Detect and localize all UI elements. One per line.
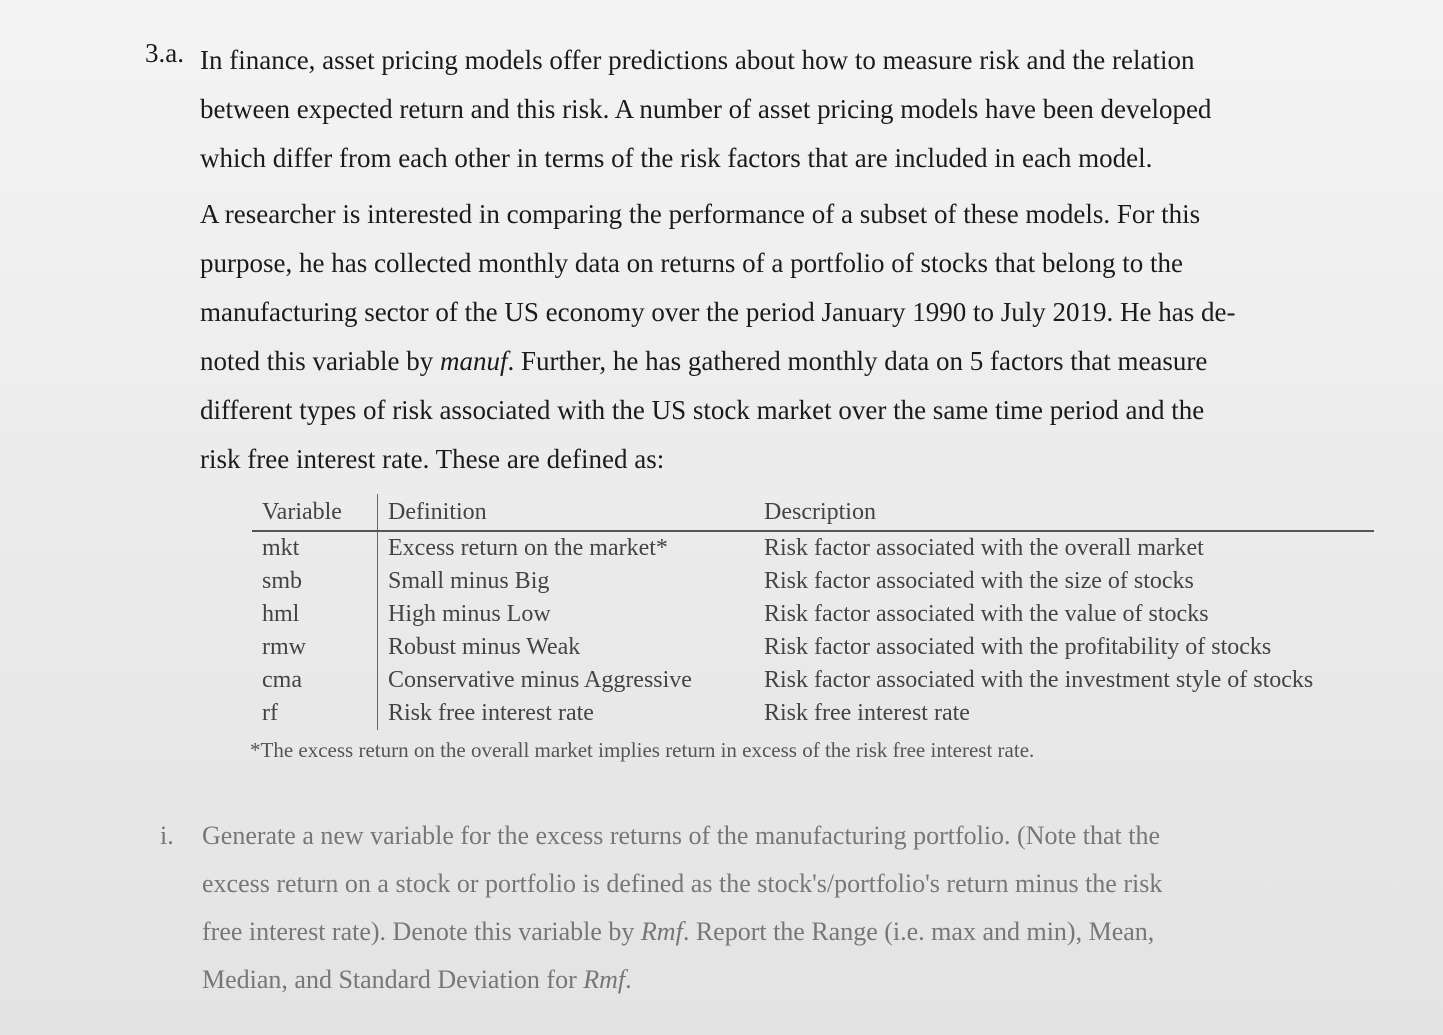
cell-definition: Risk free interest rate xyxy=(388,700,594,726)
cell-definition: Robust minus Weak xyxy=(388,634,581,660)
variable-manuf: manuf xyxy=(439,346,508,376)
variable-rmf: Rmf xyxy=(583,965,626,994)
paragraph-line xyxy=(202,956,1317,1004)
cell-variable: cma xyxy=(252,664,378,697)
table-row xyxy=(252,598,1374,631)
table-row xyxy=(252,697,1374,730)
table-row xyxy=(252,565,1374,598)
paragraph-line: different types of risk associated with the US stock market over the same time period and the xyxy=(200,395,1205,425)
subquestion-label: i. xyxy=(160,821,174,850)
researcher-paragraph xyxy=(200,190,1325,484)
variable-definitions-table xyxy=(252,494,1374,730)
table-row xyxy=(252,664,1374,697)
cell-description: Risk factor associated with the profitability of stocks xyxy=(764,634,1272,660)
subquestion-text xyxy=(202,812,1317,1004)
variable-rmf: Rmf xyxy=(640,917,683,946)
paragraph-line xyxy=(202,908,1317,956)
text-fragment: Median, and Standard Deviation for xyxy=(202,965,584,994)
text-fragment: . Report the Range (i.e. max and min), Mean, xyxy=(682,917,1155,946)
header-definition: Definition xyxy=(378,494,755,531)
table-footnote: *The excess return on the overall market implies return in excess of the risk free interest rate. xyxy=(250,738,1035,762)
paragraph-line: which differ from each other in terms of the risk factors that are included in each model. xyxy=(200,143,1153,173)
paragraph-line: A researcher is interested in comparing the performance of a subset of these models. For this xyxy=(200,199,1201,229)
cell-description: Risk free interest rate xyxy=(764,700,970,726)
text-fragment: . Further, he has gathered monthly data on 5 factors that measure xyxy=(507,346,1208,376)
text-fragment: free interest rate). Denote this variable by xyxy=(202,917,641,946)
paragraph-line: risk free interest rate. These are defined as: xyxy=(200,444,665,474)
cell-variable: rmw xyxy=(252,631,378,664)
intro-paragraph xyxy=(200,36,1325,183)
cell-variable: smb xyxy=(252,565,378,598)
paragraph-line: between expected return and this risk. A number of asset pricing models have been developed xyxy=(200,94,1212,124)
header-variable: Variable xyxy=(252,494,378,531)
cell-variable: rf xyxy=(252,697,378,730)
text-fragment: . xyxy=(625,965,632,994)
paragraph-line: purpose, he has collected monthly data on returns of a portfolio of stocks that belong to the xyxy=(200,248,1184,278)
cell-description: Risk factor associated with the size of stocks xyxy=(764,568,1194,594)
paragraph-line: excess return on a stock or portfolio is defined as the stock's/portfolio's return minus the risk xyxy=(202,869,1163,898)
cell-variable: hml xyxy=(252,598,378,631)
cell-definition: Conservative minus Aggressive xyxy=(388,667,692,693)
table-row xyxy=(252,631,1374,664)
paragraph-line: In finance, asset pricing models offer predictions about how to measure risk and the relation xyxy=(200,45,1195,75)
cell-description: Risk factor associated with the value of stocks xyxy=(764,601,1209,627)
cell-definition: Small minus Big xyxy=(388,568,550,594)
paragraph-line: Generate a new variable for the excess returns of the manufacturing portfolio. (Note that the xyxy=(202,821,1161,850)
cell-description: Risk factor associated with the investment style of stocks xyxy=(764,667,1314,693)
table-header-row xyxy=(252,494,1374,531)
cell-description: Risk factor associated with the overall market xyxy=(764,535,1204,561)
cell-definition: High minus Low xyxy=(388,601,551,627)
paragraph-line: manufacturing sector of the US economy over the period January 1990 to July 2019. He has de- xyxy=(200,297,1236,327)
question-number: 3.a. xyxy=(145,38,184,68)
cell-variable: mkt xyxy=(252,531,378,565)
text-fragment: noted this variable by xyxy=(200,346,440,376)
table-row xyxy=(252,531,1374,565)
paragraph-line xyxy=(200,337,1325,386)
cell-definition: Excess return on the market* xyxy=(388,535,668,561)
header-description: Description xyxy=(754,494,1374,531)
